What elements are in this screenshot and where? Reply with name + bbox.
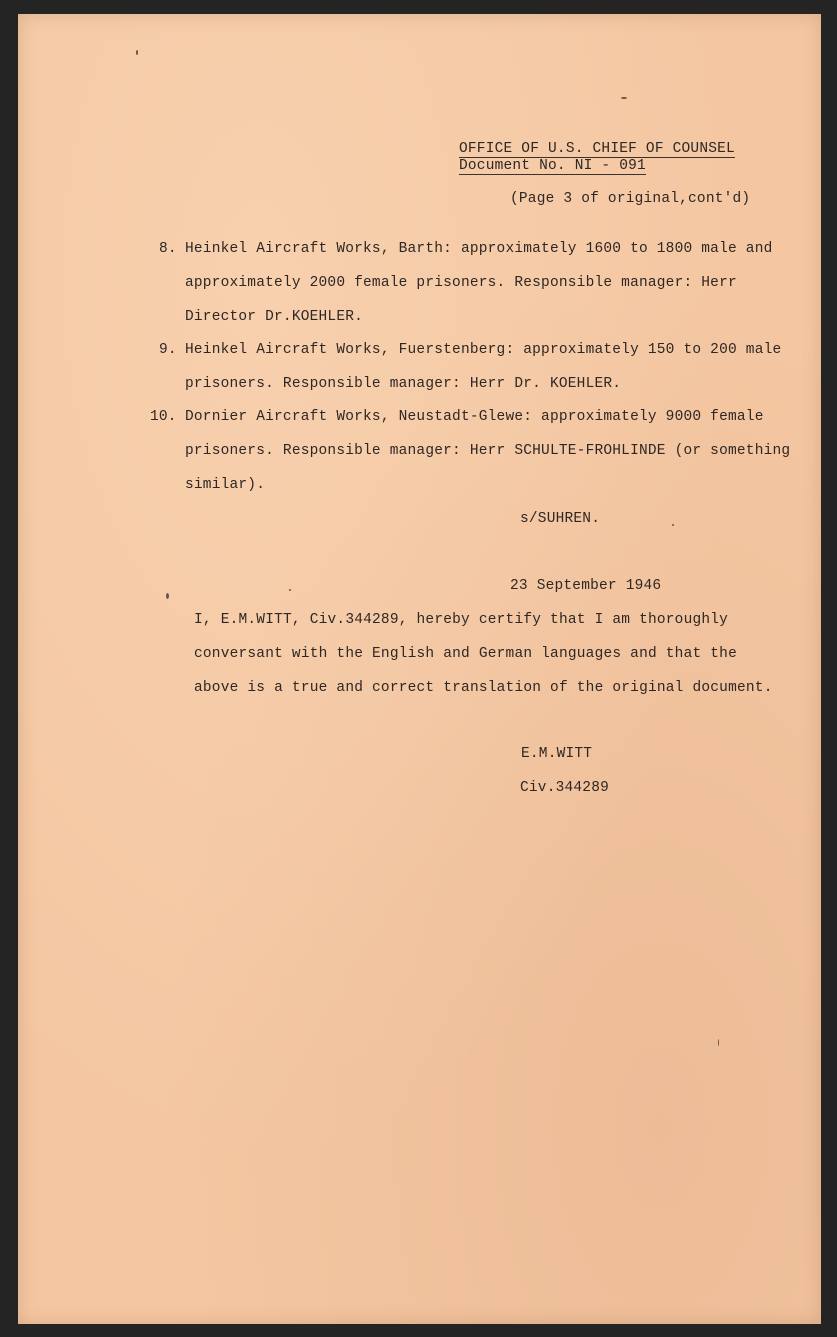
- certification-line: above is a true and correct translation of the original document.: [194, 680, 773, 696]
- entry-line: Director Dr.KOEHLER.: [185, 309, 364, 325]
- entry-number: 8.: [159, 241, 177, 257]
- paper-speck: [621, 97, 627, 99]
- paper-speck: [718, 1039, 719, 1046]
- paper-speck: [166, 593, 169, 599]
- entry-line: similar).: [185, 477, 266, 493]
- entry-line: Heinkel Aircraft Works, Fuerstenberg: approximately 150 to 200 male: [185, 342, 782, 358]
- entry-number: 10.: [150, 409, 177, 425]
- translator-civ: Civ.344289: [520, 780, 610, 796]
- certification-line: I, E.M.WITT, Civ.344289, hereby certify that I am thoroughly: [194, 612, 729, 628]
- paper-speck: [289, 589, 291, 591]
- office-title: OFFICE OF U.S. CHIEF OF COUNSEL: [459, 141, 735, 157]
- certification-date: 23 September 1946: [510, 578, 662, 594]
- translator-name: E.M.WITT: [521, 746, 593, 762]
- paper-speck: [672, 524, 674, 526]
- entry-line: Heinkel Aircraft Works, Barth: approximately 1600 to 1800 male and: [185, 241, 773, 257]
- certification-line: conversant with the English and German languages and that the: [194, 646, 737, 662]
- entry-line: prisoners. Responsible manager: Herr SCHULTE-FROHLINDE (or something: [185, 443, 791, 459]
- signature: s/SUHREN.: [520, 511, 601, 527]
- entry-line: Dornier Aircraft Works, Neustadt-Glewe: approximately 9000 female: [185, 409, 764, 425]
- page-reference: (Page 3 of original,cont'd): [510, 191, 751, 207]
- paper-sheet: [18, 14, 821, 1324]
- document-number: Document No. NI - 091: [459, 158, 646, 174]
- entry-number: 9.: [159, 342, 177, 358]
- entry-line: prisoners. Responsible manager: Herr Dr. KOEHLER.: [185, 376, 622, 392]
- paper-speck: [136, 50, 138, 55]
- entry-line: approximately 2000 female prisoners. Responsible manager: Herr: [185, 275, 737, 291]
